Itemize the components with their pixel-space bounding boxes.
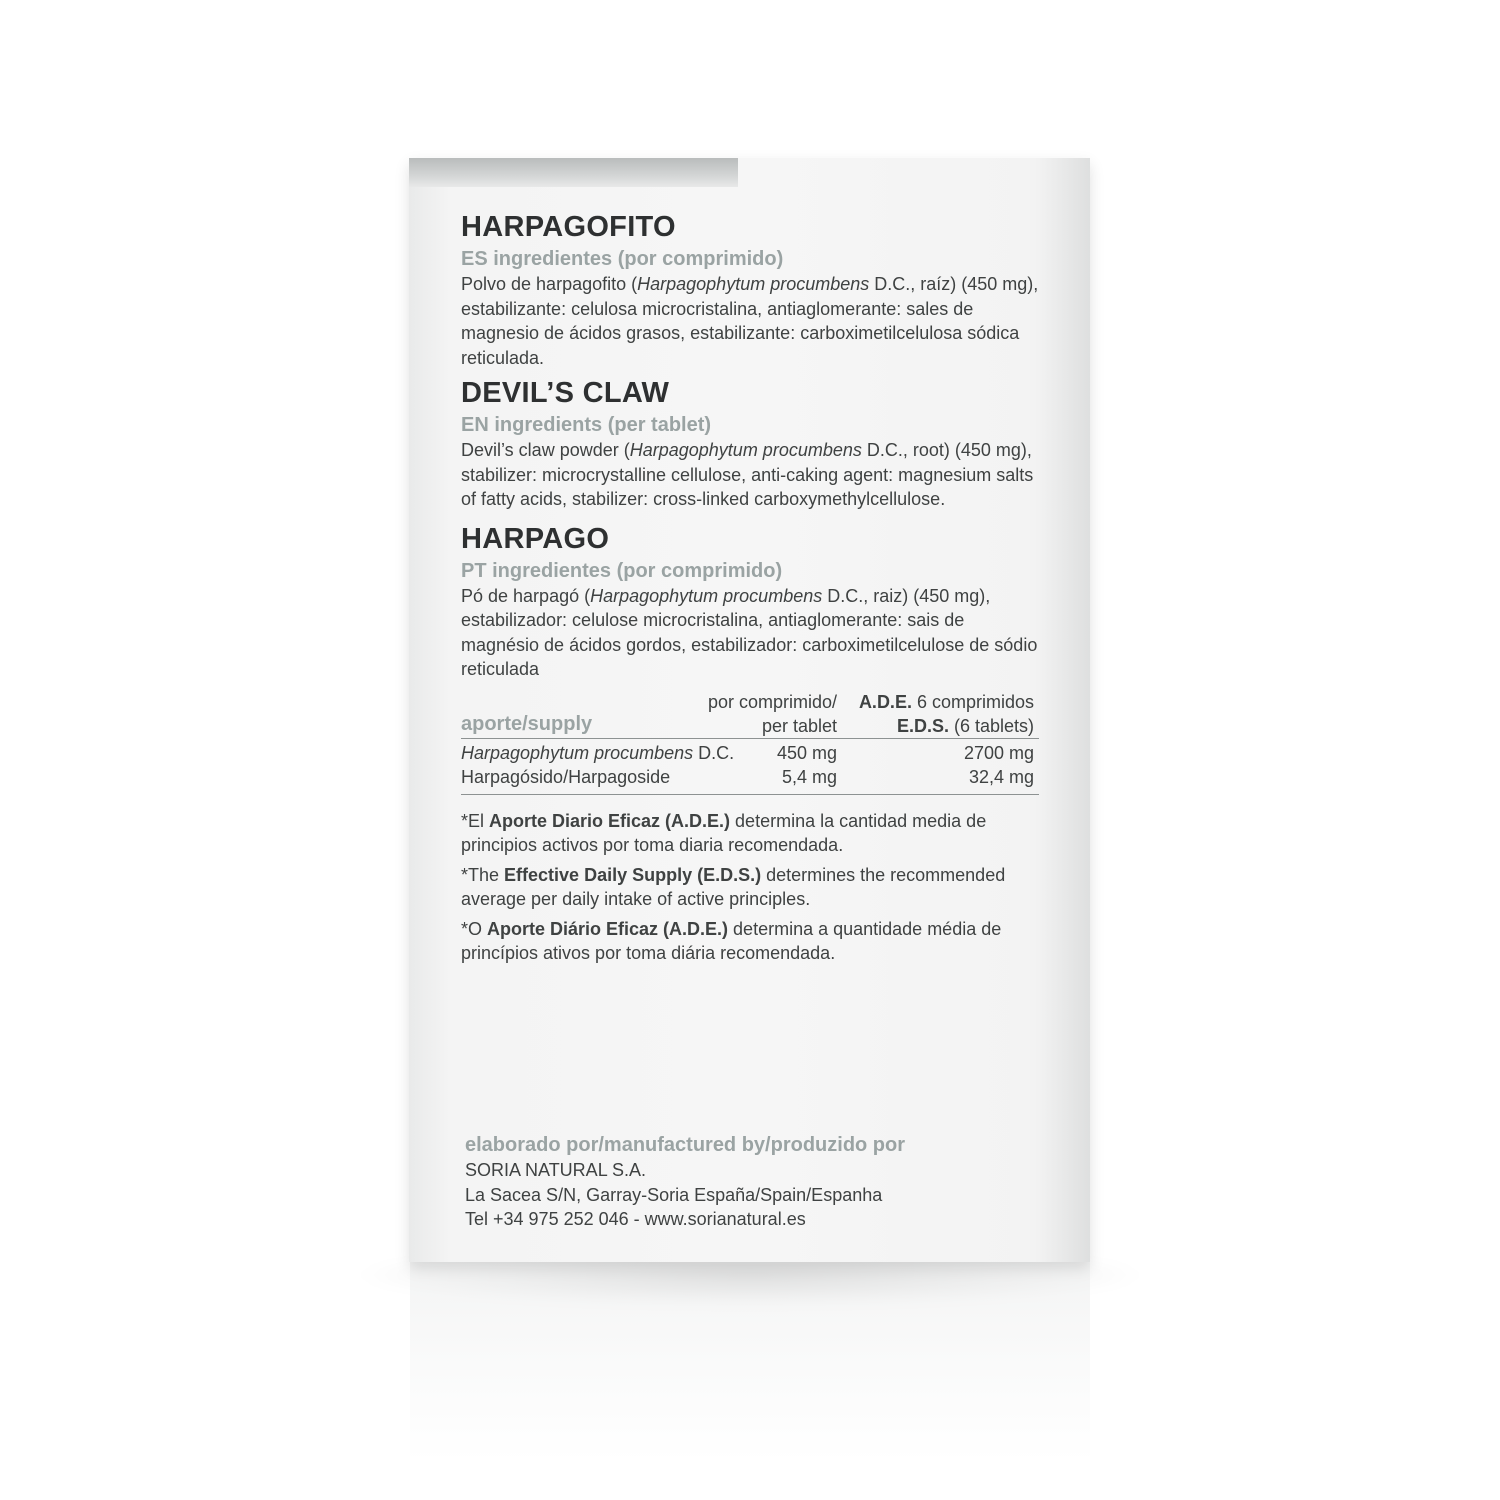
ingredients-text: Polvo de harpagofito (Harpagophytum procumbens D.C., raíz) (450 mg), estabilizante: celulosa microcristalina, antiaglomerante: sales de magnesio de ácidos grasos, estabilizante: carboximetilcelulosa sódica reticulada. — [461, 274, 1039, 368]
column-per-tablet-header: por comprimido/ per tablet — [707, 691, 837, 736]
box-reflection — [410, 1262, 1090, 1462]
ingredients-text: Pó de harpagó (Harpagophytum procumbens D.C., raiz) (450 mg), estabilizador: celulose microcristalina, antiaglomerante: sais de magnésio de ácidos gordos, estabilizador: carboximetilcelulose de sódio reticulada — [461, 585, 1038, 679]
row-daily: 2700 mg — [963, 742, 1034, 763]
table-label: aporte/supply — [461, 712, 593, 735]
footnote-en: *The Effective Daily Supply (E.D.S.) determines the recommended average per daily intake of active principles. — [461, 864, 1006, 909]
row-per-tablet: 450 mg — [776, 742, 837, 763]
manufacturer-block — [465, 1132, 1045, 1232]
section-pt — [461, 522, 1041, 682]
row-daily: 32,4 mg — [968, 767, 1034, 787]
ingredients-text: Devil’s claw powder (Harpagophytum procumbens D.C., root) (450 mg), stabilizer: microcrystalline cellulose, anti-caking agent: magnesium salts of fatty acids, stabilizer: cross-linked carboxymethylcellulose. — [461, 440, 1034, 509]
product-box-back — [409, 158, 1090, 1262]
row-per-tablet: 5,4 mg — [781, 767, 837, 787]
table-row — [461, 765, 1039, 790]
table-header — [461, 690, 1039, 739]
manufacturer-address: La Sacea S/N, Garray-Soria España/Spain/Espanha — [465, 1184, 883, 1205]
top-strip — [409, 158, 738, 187]
column-daily-header: A.D.E. 6 comprimidos E.D.S. (6 tablets) — [858, 691, 1034, 736]
supply-table — [461, 690, 1039, 795]
manufacturer-contact: Tel +34 975 252 046 - www.sorianatural.es — [465, 1209, 806, 1229]
section-subtitle: EN ingredients (per tablet) — [461, 414, 712, 436]
section-en — [461, 376, 1041, 512]
manufacturer-company: SORIA NATURAL S.A. — [465, 1160, 647, 1180]
footnotes — [461, 809, 1041, 966]
section-subtitle: PT ingredientes (por comprimido) — [461, 559, 783, 582]
section-title: DEVIL’S CLAW — [461, 377, 670, 409]
row-name: Harpagósido/Harpagoside — [461, 767, 671, 787]
table-row — [461, 741, 1039, 766]
section-es — [461, 210, 1041, 370]
footnote-pt: *O Aporte Diário Eficaz (A.D.E.) determina a quantidade média de princípios ativos por toma diária recomendada. — [461, 918, 1002, 963]
manufacturer-title: elaborado por/manufactured by/produzido por — [465, 1134, 906, 1156]
section-title: HARPAGOFITO — [461, 211, 676, 243]
table-body — [461, 739, 1039, 795]
row-name: Harpagophytum procumbens D.C. — [461, 742, 735, 763]
footnote-es: *El Aporte Diario Eficaz (A.D.E.) determina la cantidad media de principios activos por toma diaria recomendada. — [461, 810, 987, 855]
label-content — [461, 210, 1041, 971]
section-subtitle: ES ingredientes (por comprimido) — [461, 248, 784, 270]
section-title: HARPAGO — [461, 522, 610, 555]
